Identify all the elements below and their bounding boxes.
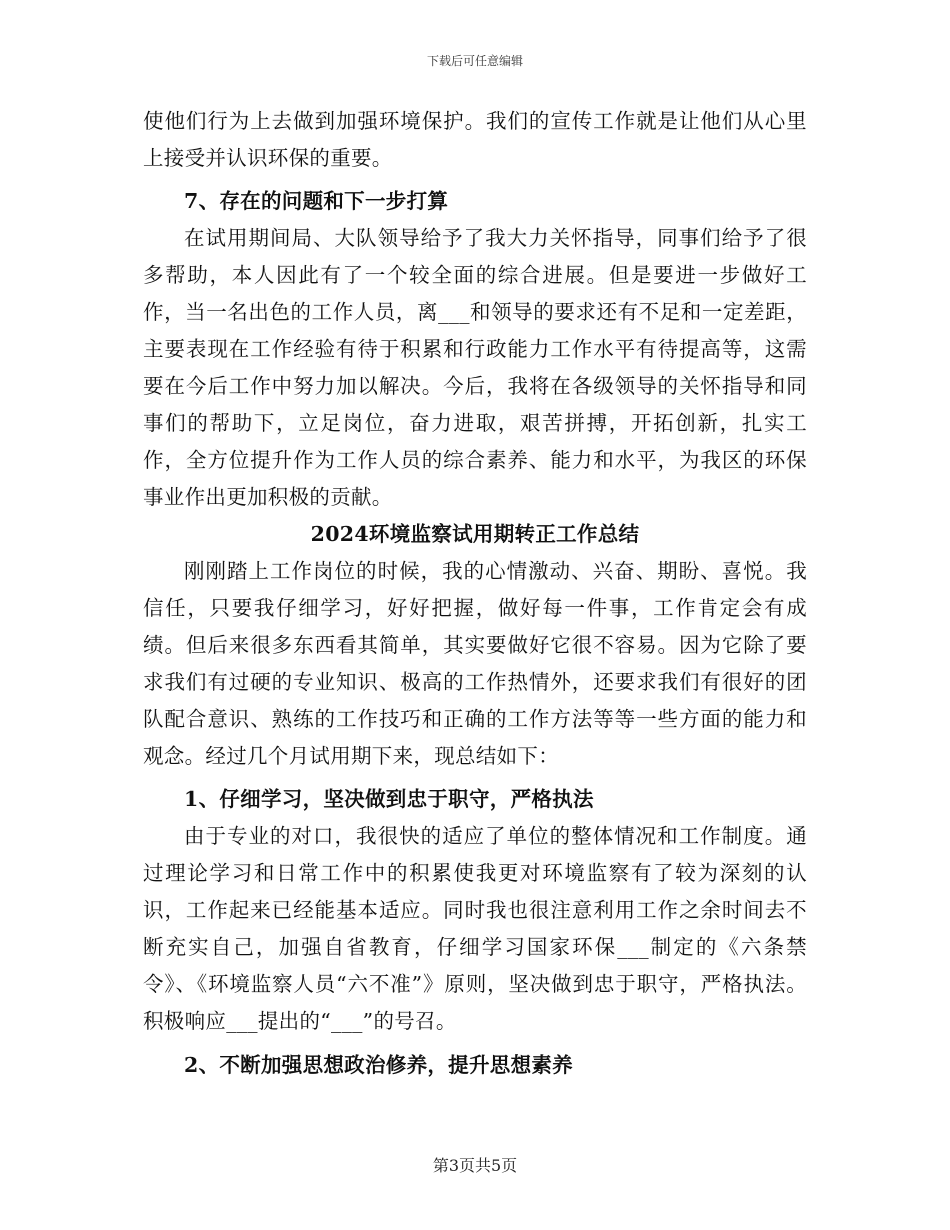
document-body [143, 103, 807, 1084]
section-heading-2: 2、不断加强思想政治修养，提升思想素养 [184, 1053, 573, 1077]
section-heading-7: 7、存在的问题和下一步打算 [184, 189, 449, 213]
section-heading-1: 1、仔细学习，坚决做到忠于职守，严格执法 [184, 787, 594, 811]
page-number: 第3页共5页 [432, 1156, 518, 1175]
paragraph-introduction: 刚刚踏上工作岗位的时候，我的心情激动、兴奋、期盼、喜悦。我信任，只要我仔细学习，好好把握，做好每一件事，工作肯定会有成绩。但后来很多东西看其简单，其实要做好它很不容易。因为它除了要求我们有过硬的专业知识、极高的工作热情外，还要求我们有很好的团队配合意识、熟练的工作技巧和正确的工作方法等等一些方面的能力和观念。经过几个月试用期下来，现总结如下： [143, 559, 807, 768]
page-header: 下载后可任意编辑 [426, 54, 523, 68]
paragraph-study-duty: 由于专业的对口，我很快的适应了单位的整体情况和工作制度。通过理论学习和日常工作中的积累使我更对环境监察有了较为深刻的认识，工作起来已经能基本适应。同时我也很注意利用工作之余时间去不断充实自己，加强自省教育，仔细学习国家环保___制定的《六条禁令》、《环境监察人员“六不准”》原则，坚决做到忠于职守，严格执法。积极响应___提出的“___”的号召。 [143, 824, 807, 1033]
document-title: 2024环境监察试用期转正工作总结 [310, 522, 640, 546]
paragraph-continuation: 使他们行为上去做到加强环境保护。我们的宣传工作就是让他们从心里上接受并认识环保的重要。 [143, 109, 807, 170]
paragraph-problems-plans: 在试用期间局、大队领导给予了我大力关怀指导，同事们给予了很多帮助，本人因此有了一个较全面的综合进展。但是要进一步做好工作，当一名出色的工作人员，离___和领导的要求还有不足和一定差距，主要表现在工作经验有待于积累和行政能力工作水平有待提高等，这需要在今后工作中努力加以解决。今后，我将在各级领导的关怀指导和同事们的帮助下，立足岗位，奋力进取，艰苦拼搏，开拓创新，扎实工作，全方位提升作为工作人员的综合素养、能力和水平，为我区的环保事业作出更加积极的贡献。 [143, 226, 807, 509]
